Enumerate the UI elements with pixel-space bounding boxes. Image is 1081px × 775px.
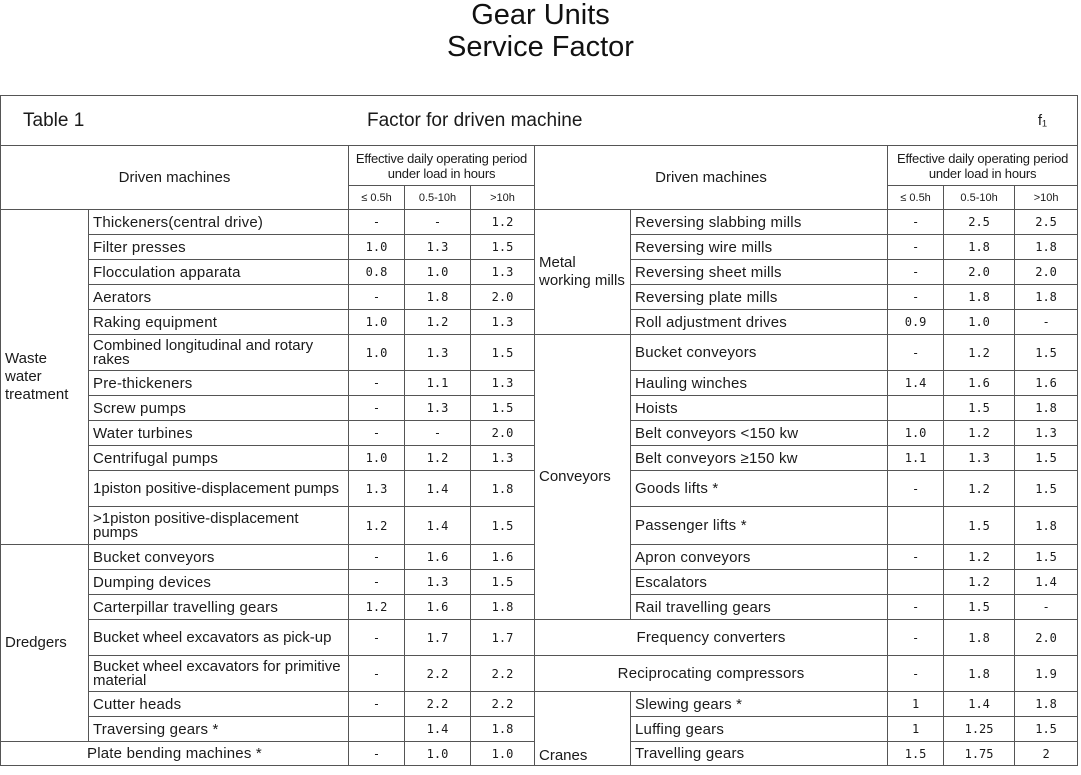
factor-value: 1.3 <box>405 396 471 421</box>
machine-name: Pre-thickeners <box>89 371 349 396</box>
factor-value: 1.8 <box>471 717 535 742</box>
factor-value: - <box>888 656 944 692</box>
factor-value: 1.8 <box>471 595 535 620</box>
factor-value: 1.6 <box>944 371 1015 396</box>
factor-value: 1.8 <box>1015 507 1078 545</box>
period-le-0.5h: ≤ 0.5h <box>888 186 944 210</box>
factor-value: - <box>349 545 405 570</box>
factor-value: - <box>888 235 944 260</box>
table-row <box>1 620 1078 656</box>
factor-value: 1.6 <box>471 545 535 570</box>
factor-value: - <box>349 656 405 692</box>
factor-value: 1.6 <box>1015 371 1078 396</box>
factor-value: 1.0 <box>405 742 471 766</box>
period-le-0.5h: ≤ 0.5h <box>349 186 405 210</box>
machine-name: Bucket wheel excavators for primitive material <box>89 656 349 692</box>
factor-value: 1.8 <box>405 285 471 310</box>
factor-value: 1 <box>888 717 944 742</box>
period-0.5-10h: 0.5-10h <box>944 186 1015 210</box>
factor-value: 1.2 <box>944 335 1015 371</box>
factor-value: 1.0 <box>349 310 405 335</box>
machine-name: Rail travelling gears <box>631 595 888 620</box>
table-caption-row <box>1 96 1078 146</box>
factor-value: - <box>405 421 471 446</box>
factor-value: - <box>888 471 944 507</box>
machine-name: Centrifugal pumps <box>89 446 349 471</box>
machine-name: Bucket wheel excavators as pick-up <box>89 620 349 656</box>
header-row <box>1 146 1078 186</box>
factor-value <box>888 570 944 595</box>
table-row <box>1 335 1078 371</box>
machine-name: Hoists <box>631 396 888 421</box>
factor-value: 1.6 <box>405 595 471 620</box>
factor-value: 1.0 <box>349 335 405 371</box>
service-factor-table <box>0 95 1078 766</box>
machine-name: Belt conveyors ≥150 kw <box>631 446 888 471</box>
factor-value: 1.5 <box>1015 471 1078 507</box>
machine-name: Combined longitudinal and rotary rakes <box>89 335 349 371</box>
machine-name: Bucket conveyors <box>631 335 888 371</box>
factor-value: - <box>888 260 944 285</box>
factor-value: 1.3 <box>471 310 535 335</box>
machine-name: Roll adjustment drives <box>631 310 888 335</box>
factor-value: 1.3 <box>471 371 535 396</box>
factor-value: 1.4 <box>405 507 471 545</box>
machine-name: Water turbines <box>89 421 349 446</box>
factor-value: 2.0 <box>471 421 535 446</box>
factor-value: - <box>888 620 944 656</box>
factor-value: 1.8 <box>944 285 1015 310</box>
factor-value: 1.0 <box>888 421 944 446</box>
factor-value: - <box>349 396 405 421</box>
factor-value: 1.0 <box>405 260 471 285</box>
factor-value: 1.25 <box>944 717 1015 742</box>
factor-value: 1.8 <box>944 620 1015 656</box>
table-row <box>1 656 1078 692</box>
factor-value <box>349 717 405 742</box>
factor-value: - <box>349 742 405 766</box>
machine-name: Travelling gears <box>631 742 888 766</box>
factor-value: 2.2 <box>405 656 471 692</box>
factor-value: 1.5 <box>944 595 1015 620</box>
factor-value: 1.3 <box>349 471 405 507</box>
factor-value <box>888 507 944 545</box>
factor-value: 1.1 <box>888 446 944 471</box>
machine-name: Bucket conveyors <box>89 545 349 570</box>
factor-value: 1.2 <box>349 507 405 545</box>
machine-name: Reversing plate mills <box>631 285 888 310</box>
factor-value: 1.5 <box>888 742 944 766</box>
factor-value: 1.5 <box>471 570 535 595</box>
machine-name: Reversing slabbing mills <box>631 210 888 235</box>
period-0.5-10h: 0.5-10h <box>405 186 471 210</box>
table-row <box>1 210 1078 235</box>
factor-value: 1.3 <box>1015 421 1078 446</box>
factor-value: - <box>888 595 944 620</box>
factor-value: 1.0 <box>471 742 535 766</box>
machine-name: 1piston positive-displacement pumps <box>89 471 349 507</box>
group-dredgers: Dredgers <box>1 545 89 742</box>
right-period-header: Effective daily operating period under load in hours <box>888 146 1078 186</box>
factor-value: 2.2 <box>471 692 535 717</box>
machine-name: Belt conveyors <150 kw <box>631 421 888 446</box>
right-col-header: Driven machines <box>535 146 888 210</box>
factor-value: 0.9 <box>888 310 944 335</box>
factor-value: 1.8 <box>1015 396 1078 421</box>
machine-name: Slewing gears * <box>631 692 888 717</box>
factor-value: 1.5 <box>1015 335 1078 371</box>
machine-name: Luffing gears <box>631 717 888 742</box>
page-title: Gear Units <box>471 0 610 31</box>
factor-value <box>888 396 944 421</box>
factor-value: 1.5 <box>1015 446 1078 471</box>
factor-value: 1.8 <box>944 235 1015 260</box>
factor-value: 1.2 <box>405 446 471 471</box>
factor-value: 1.4 <box>405 717 471 742</box>
factor-value: 1.3 <box>405 335 471 371</box>
group-plate-bending: Plate bending machines * <box>1 742 349 766</box>
factor-value: 1.5 <box>471 396 535 421</box>
machine-name: >1piston positive-displacement pumps <box>89 507 349 545</box>
factor-value: - <box>888 210 944 235</box>
machine-name: Escalators <box>631 570 888 595</box>
machine-name: Dumping devices <box>89 570 349 595</box>
factor-value: - <box>888 285 944 310</box>
factor-value: 2.0 <box>1015 620 1078 656</box>
factor-value: 1.9 <box>1015 656 1078 692</box>
table-label: Table 1 <box>1 96 349 146</box>
machine-name: Reversing wire mills <box>631 235 888 260</box>
factor-value: 1.4 <box>405 471 471 507</box>
factor-value: 2.0 <box>944 260 1015 285</box>
factor-value: 1.8 <box>944 656 1015 692</box>
factor-value: 1.8 <box>1015 285 1078 310</box>
factor-value: 1.75 <box>944 742 1015 766</box>
factor-value: 1.4 <box>888 371 944 396</box>
group-cranes: Cranes <box>535 692 631 766</box>
factor-value: 1.2 <box>471 210 535 235</box>
machine-name: Hauling winches <box>631 371 888 396</box>
machine-name: Screw pumps <box>89 396 349 421</box>
period-gt-10h: >10h <box>1015 186 1078 210</box>
factor-value: - <box>349 210 405 235</box>
page-subtitle: Service Factor <box>447 31 634 63</box>
factor-value: 1.5 <box>471 335 535 371</box>
factor-value: 2.0 <box>1015 260 1078 285</box>
factor-value: - <box>349 570 405 595</box>
factor-value: 2.2 <box>471 656 535 692</box>
factor-value: 1.5 <box>471 507 535 545</box>
factor-value: 1.0 <box>349 446 405 471</box>
factor-value: 1.2 <box>944 570 1015 595</box>
machine-name: Passenger lifts * <box>631 507 888 545</box>
factor-value: 1.7 <box>471 620 535 656</box>
factor-value: 2 <box>1015 742 1078 766</box>
machine-name: Raking equipment <box>89 310 349 335</box>
factor-value: 1.8 <box>1015 692 1078 717</box>
period-gt-10h: >10h <box>471 186 535 210</box>
factor-value: - <box>1015 595 1078 620</box>
factor-value: 1.5 <box>944 396 1015 421</box>
factor-value: 1.3 <box>471 446 535 471</box>
factor-value: 1.4 <box>944 692 1015 717</box>
factor-value: 0.8 <box>349 260 405 285</box>
table-row <box>1 692 1078 717</box>
machine-name: Reversing sheet mills <box>631 260 888 285</box>
factor-value: 1.2 <box>944 421 1015 446</box>
machine-name: Apron conveyors <box>631 545 888 570</box>
factor-value: 1.8 <box>1015 235 1078 260</box>
left-period-header: Effective daily operating period under load in hours <box>349 146 535 186</box>
group-metal-working: Metal working mills <box>535 210 631 335</box>
factor-value: 1.8 <box>471 471 535 507</box>
factor-value: 1.2 <box>349 595 405 620</box>
factor-value: 1.5 <box>1015 717 1078 742</box>
machine-name: Traversing gears * <box>89 717 349 742</box>
machine-name: Filter presses <box>89 235 349 260</box>
machine-name: Cutter heads <box>89 692 349 717</box>
factor-value: 1.2 <box>405 310 471 335</box>
machine-name: Carterpillar travelling gears <box>89 595 349 620</box>
group-waste-water: Waste water treatment <box>1 210 89 545</box>
factor-value: 1.2 <box>944 471 1015 507</box>
factor-value: 1.4 <box>1015 570 1078 595</box>
factor-symbol: f₁ <box>888 96 1078 146</box>
factor-value: - <box>349 692 405 717</box>
factor-value: 2.5 <box>944 210 1015 235</box>
factor-value: 1.3 <box>944 446 1015 471</box>
factor-value: 1.7 <box>405 620 471 656</box>
factor-value: 1.3 <box>471 260 535 285</box>
factor-value: 2.0 <box>471 285 535 310</box>
factor-value: 1.6 <box>405 545 471 570</box>
factor-value: 1.1 <box>405 371 471 396</box>
factor-value: - <box>1015 310 1078 335</box>
factor-value: - <box>349 285 405 310</box>
machine-name: Reciprocating compressors <box>535 656 888 692</box>
table-caption: Factor for driven machine <box>349 96 888 146</box>
factor-value: 1.0 <box>349 235 405 260</box>
factor-value: 1.5 <box>1015 545 1078 570</box>
machine-name: Flocculation apparata <box>89 260 349 285</box>
factor-value: 1.2 <box>944 545 1015 570</box>
machine-name: Goods lifts * <box>631 471 888 507</box>
factor-value: - <box>888 335 944 371</box>
factor-value: 1.5 <box>944 507 1015 545</box>
machine-name: Frequency converters <box>535 620 888 656</box>
machine-name: Thickeners(central drive) <box>89 210 349 235</box>
factor-value: 2.2 <box>405 692 471 717</box>
factor-value: 1 <box>888 692 944 717</box>
factor-value: - <box>349 421 405 446</box>
factor-value: 1.0 <box>944 310 1015 335</box>
group-conveyors: Conveyors <box>535 335 631 620</box>
left-col-header: Driven machines <box>1 146 349 210</box>
factor-value: 2.5 <box>1015 210 1078 235</box>
factor-value: 1.5 <box>471 235 535 260</box>
factor-value: - <box>349 371 405 396</box>
factor-value: - <box>349 620 405 656</box>
factor-value: 1.3 <box>405 570 471 595</box>
machine-name: Aerators <box>89 285 349 310</box>
factor-value: - <box>405 210 471 235</box>
factor-value: 1.3 <box>405 235 471 260</box>
factor-value: - <box>888 545 944 570</box>
